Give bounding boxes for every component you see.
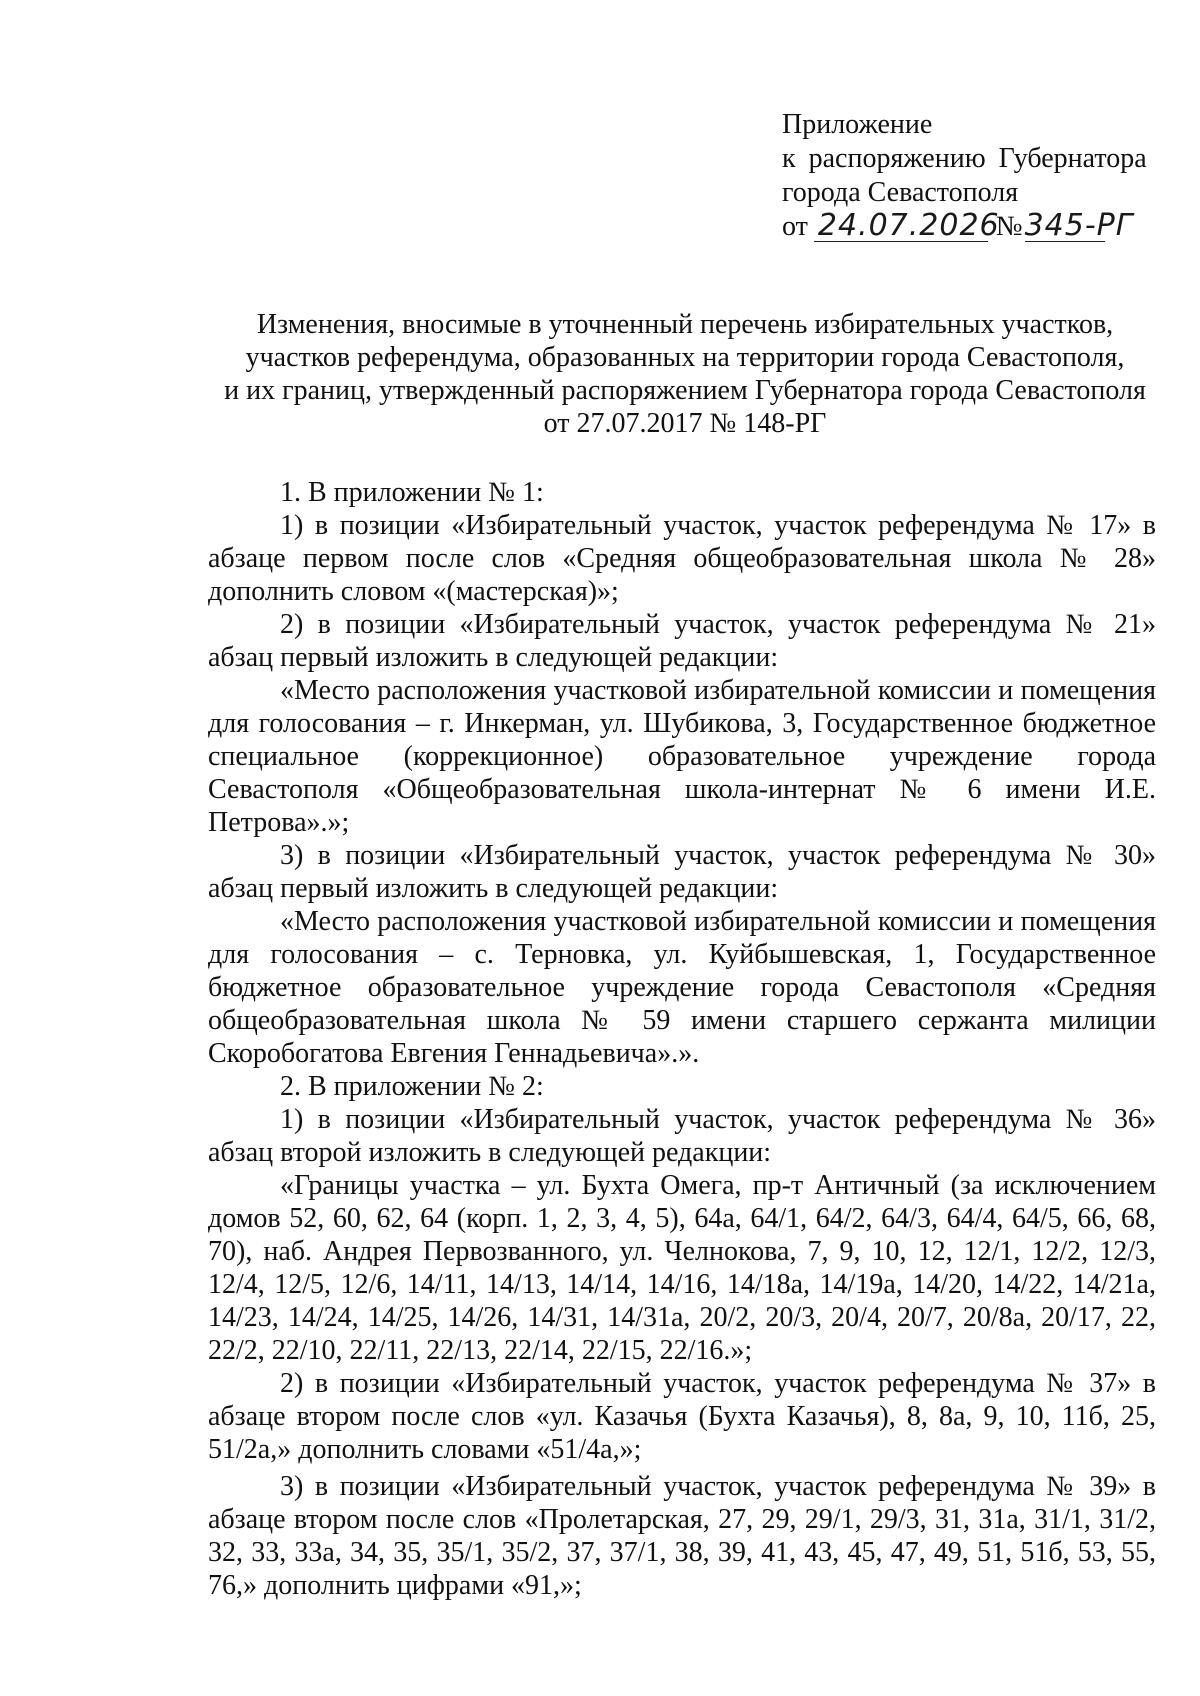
paragraph-item-2-2: 2) в позиции «Избирательный участок, участок референдума № 37» в абзаце втором после слов «ул. Казачья (Бухта Казачья), 8, 8а, 9, 10, 11б, 25, 51/2а,» дополнить словами «51/4а,»; [208, 1368, 1156, 1465]
paragraph-item-2-3: 3) в позиции «Избирательный участок, участок референдума № 39» в абзаце втором после слов «Пролетарская, 27, 29, 29/1, 29/3, 31, 31а, 31/1, 31/2, 32, 33, 33а, 34, 35, 35/1, 35/2, 37, 37/1, 38, 39, 41, 43, 45, 47, 49, 51, 51б, 53, 55, 76,» дополнить цифрами «91,»; [208, 1471, 1156, 1601]
section-1-heading: 1. В приложении № 1: [280, 477, 544, 508]
document-body [208, 476, 1156, 1602]
appendix-block [782, 108, 1182, 244]
appendix-city-line: города Севастополя [782, 177, 1019, 208]
handwritten-date: 24.07.2026 [814, 211, 988, 242]
heading-line-4: от 27.07.2017 № 148-РГ [543, 408, 827, 439]
paragraph-item-1-3: 3) в позиции «Избирательный участок, участок референдума № 30» абзац первый изложить в следующей редакции: [208, 840, 1156, 904]
paragraph-item-2-1: 1) в позиции «Избирательный участок, участок референдума № 36» абзац второй изложить в следующей редакции: [208, 1104, 1156, 1168]
paragraph-quote-21: «Место расположения участковой избирательной комиссии и помещения для голосования – г. Инкерман, ул. Шубикова, 3, Государственное бюджетное специальное (коррекционное) образовательное учреждение города Севастополя «Общеобразовательная школа-интернат № 6 имени И.Е. Петрова».»; [208, 675, 1156, 838]
appendix-decree-line: к распоряжению Губернатора [782, 143, 1147, 174]
appendix-title: Приложение [782, 109, 933, 140]
handwritten-number: 345-РГ [1024, 208, 1134, 243]
paragraph-quote-36: «Границы участка – ул. Бухта Омега, пр-т Античный (за исключением домов 52, 60, 62, 64 (корп. 1, 2, 3, 4, 5), 64а, 64/1, 64/2, 64/3, 64/4, 64/5, 66, 68, 70), наб. Андрея Первозванного, ул. Челнокова, 7, 9, 10, 12, 12/1, 12/2, 12/3, 12/4, 12/5, 12/6, 14/11, 14/13, 14/14, 14/16, 14/18а, 14/19а, 14/20, 14/22, 14/21а, 14/23, 14/24, 14/25, 14/26, 14/31, 14/31а, 20/2, 20/3, 20/4, 20/7, 20/8а, 20/17, 22, 22/2, 22/10, 22/11, 22/13, 22/14, 22/15, 22/16.»; [208, 1170, 1156, 1366]
from-prefix: от [782, 211, 808, 242]
number-prefix: № [995, 211, 1023, 242]
heading-line-3: и их границ, утвержденный распоряжением Губернатора города Севастополя [224, 375, 1146, 406]
document-heading [206, 308, 1164, 440]
heading-line-2: участков референдума, образованных на территории города Севастополя, [245, 342, 1125, 373]
heading-line-1: Изменения, вносимые в уточненный перечень избирательных участков, [256, 309, 1114, 340]
paragraph-item-1-2: 2) в позиции «Избирательный участок, участок референдума № 21» абзац первый изложить в следующей редакции: [208, 609, 1156, 673]
appendix-date-number-line [782, 210, 1182, 244]
paragraph-item-1-1: 1) в позиции «Избирательный участок, участок референдума № 17» в абзаце первом после слов «Средняя общеобразовательная школа № 28» дополнить словом «(мастерская)»; [208, 510, 1156, 607]
section-2-heading: 2. В приложении № 2: [280, 1071, 544, 1102]
paragraph-quote-30: «Место расположения участковой избирательной комиссии и помещения для голосования – с. Терновка, ул. Куйбышевская, 1, Государственное бюджетное образовательное учреждение города Севастополя «Средняя общеобразовательная школа № 59 имени старшего сержанта милиции Скоробогатова Евгения Геннадьевича».». [208, 906, 1156, 1069]
